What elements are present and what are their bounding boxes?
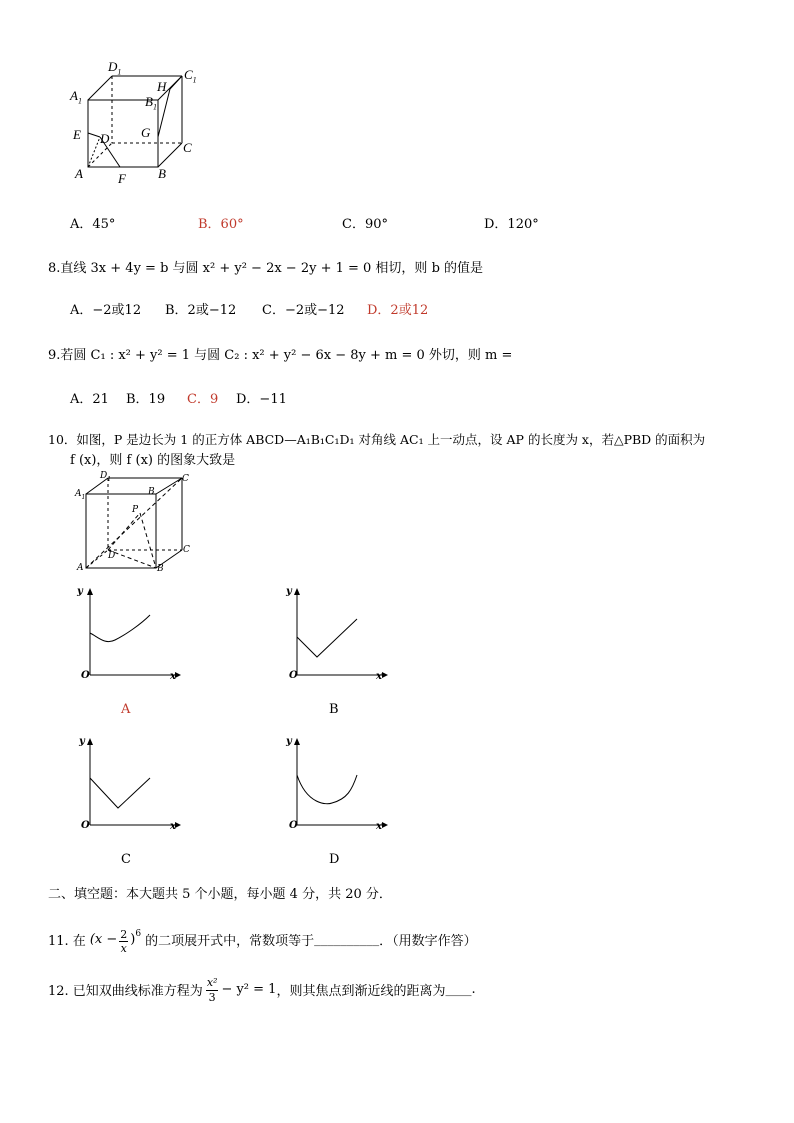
cube-label: $D_1$ xyxy=(108,59,122,77)
q12-line xyxy=(48,975,476,1004)
axis-y: y xyxy=(77,586,83,597)
cube-label: C xyxy=(182,474,189,484)
axis-origin: O xyxy=(81,820,90,831)
q11-blank[interactable]: __________ xyxy=(314,932,380,947)
cube-label: P xyxy=(132,505,139,515)
q11-note: ．（用数字作答） xyxy=(379,934,477,949)
q8-option-a[interactable]: A．−2或12 xyxy=(70,303,142,318)
q11-frac-den: x xyxy=(120,942,127,955)
axis-x: x xyxy=(376,821,382,832)
axis-y: y xyxy=(286,736,292,747)
cube-label: E xyxy=(73,127,81,142)
cube-label: A xyxy=(75,166,83,181)
cube-label: $B_1$ xyxy=(145,94,157,112)
q8-stem: 8.直线 3x + 4y = b 与圆 x² + y² − 2x − 2y + 1 = 0 相切，则 b 的值是 xyxy=(48,261,484,276)
q11-frac-num: 2 xyxy=(120,928,128,941)
graph-label-d: D xyxy=(329,852,340,867)
q10-cube-figure xyxy=(70,470,200,580)
cube-label: F xyxy=(118,171,126,186)
q9-option-a[interactable]: A．21 xyxy=(70,392,109,407)
axis-x: x xyxy=(170,671,176,682)
axis-y: y xyxy=(286,586,292,597)
q11-power: 6 xyxy=(135,928,142,939)
q7-option-a[interactable]: A．45° xyxy=(70,217,116,232)
cube-label: H xyxy=(157,79,167,94)
graph-label-c: C xyxy=(121,852,131,867)
q12-end: . xyxy=(471,982,476,997)
cube-label: B xyxy=(158,166,166,181)
axis-x: x xyxy=(170,821,176,832)
q11-line xyxy=(48,926,477,953)
q9-stem: 9.若圆 C₁ : x² + y² = 1 与圆 C₂ : x² + y² − 6x − 8y + m = 0 外切，则 m = xyxy=(48,348,513,363)
cube-label: $C_1$ xyxy=(184,67,197,85)
q7-option-c[interactable]: C．90° xyxy=(342,217,388,232)
cube-label: $A_1$ xyxy=(70,88,82,106)
q12-frac-den: 3 xyxy=(208,991,216,1004)
axis-y: y xyxy=(79,736,85,747)
q9-option-d[interactable]: D．−11 xyxy=(236,392,287,407)
axis-origin: O xyxy=(289,670,298,681)
q7-option-b[interactable]: B．60° xyxy=(198,217,244,232)
graph-label-a: A xyxy=(121,702,131,717)
q8-option-c[interactable]: C．−2或−12 xyxy=(262,303,345,318)
q11-suffix: 的二项展开式中，常数项等于 xyxy=(145,934,315,949)
q12-eq-rest: − y² = 1 xyxy=(221,982,277,997)
q12-frac-num: x² xyxy=(206,976,218,989)
cube-label: D xyxy=(100,131,110,146)
axis-origin: O xyxy=(81,670,90,681)
q12-fraction xyxy=(206,976,219,1005)
q11-expr-pre: (x − xyxy=(89,932,118,947)
axis-origin: O xyxy=(289,820,298,831)
q11-expr-post: ) xyxy=(130,932,136,947)
section-2-heading: 二、填空题：本大题共 5 个小题，每小题 4 分，共 20 分． xyxy=(48,887,392,902)
q12-suffix: ，则其焦点到渐近线的距离为 xyxy=(276,984,446,999)
cube-label: C xyxy=(183,140,192,155)
cube-label: A xyxy=(77,563,84,573)
graph-label-b: B xyxy=(329,702,339,717)
q10-stem-line1: 10．如图，P 是边长为 1 的正方体 ABCD—A₁B₁C₁D₁ 对角线 AC₁ 上一动点，设 AP 的长度为 x，若△PBD 的面积为 xyxy=(48,432,706,447)
q8-option-d[interactable]: D．2或12 xyxy=(367,303,429,318)
cube-label: G xyxy=(141,125,151,140)
q8-option-b[interactable]: B．2或−12 xyxy=(165,303,237,318)
q10-stem-line2: f (x)，则 f (x) 的图象大致是 xyxy=(70,453,236,468)
q7-option-d[interactable]: D．120° xyxy=(484,217,539,232)
q11-prefix: 11. 在 xyxy=(48,934,86,949)
cube-label: B xyxy=(148,487,155,497)
q12-prefix: 12. 已知双曲线标准方程为 xyxy=(48,984,203,999)
cube-label: D xyxy=(108,551,116,561)
cube-label: B xyxy=(157,564,164,574)
cube-label: $A_1$ xyxy=(75,489,86,501)
axis-x: x xyxy=(376,671,382,682)
q9-option-c[interactable]: C．9 xyxy=(187,392,219,407)
q11-fraction xyxy=(119,928,128,955)
q9-option-b[interactable]: B．19 xyxy=(126,392,166,407)
cube-label: $D_1$ xyxy=(100,471,112,483)
q12-blank[interactable]: ____ xyxy=(445,982,472,997)
cube-label: C xyxy=(183,545,190,555)
